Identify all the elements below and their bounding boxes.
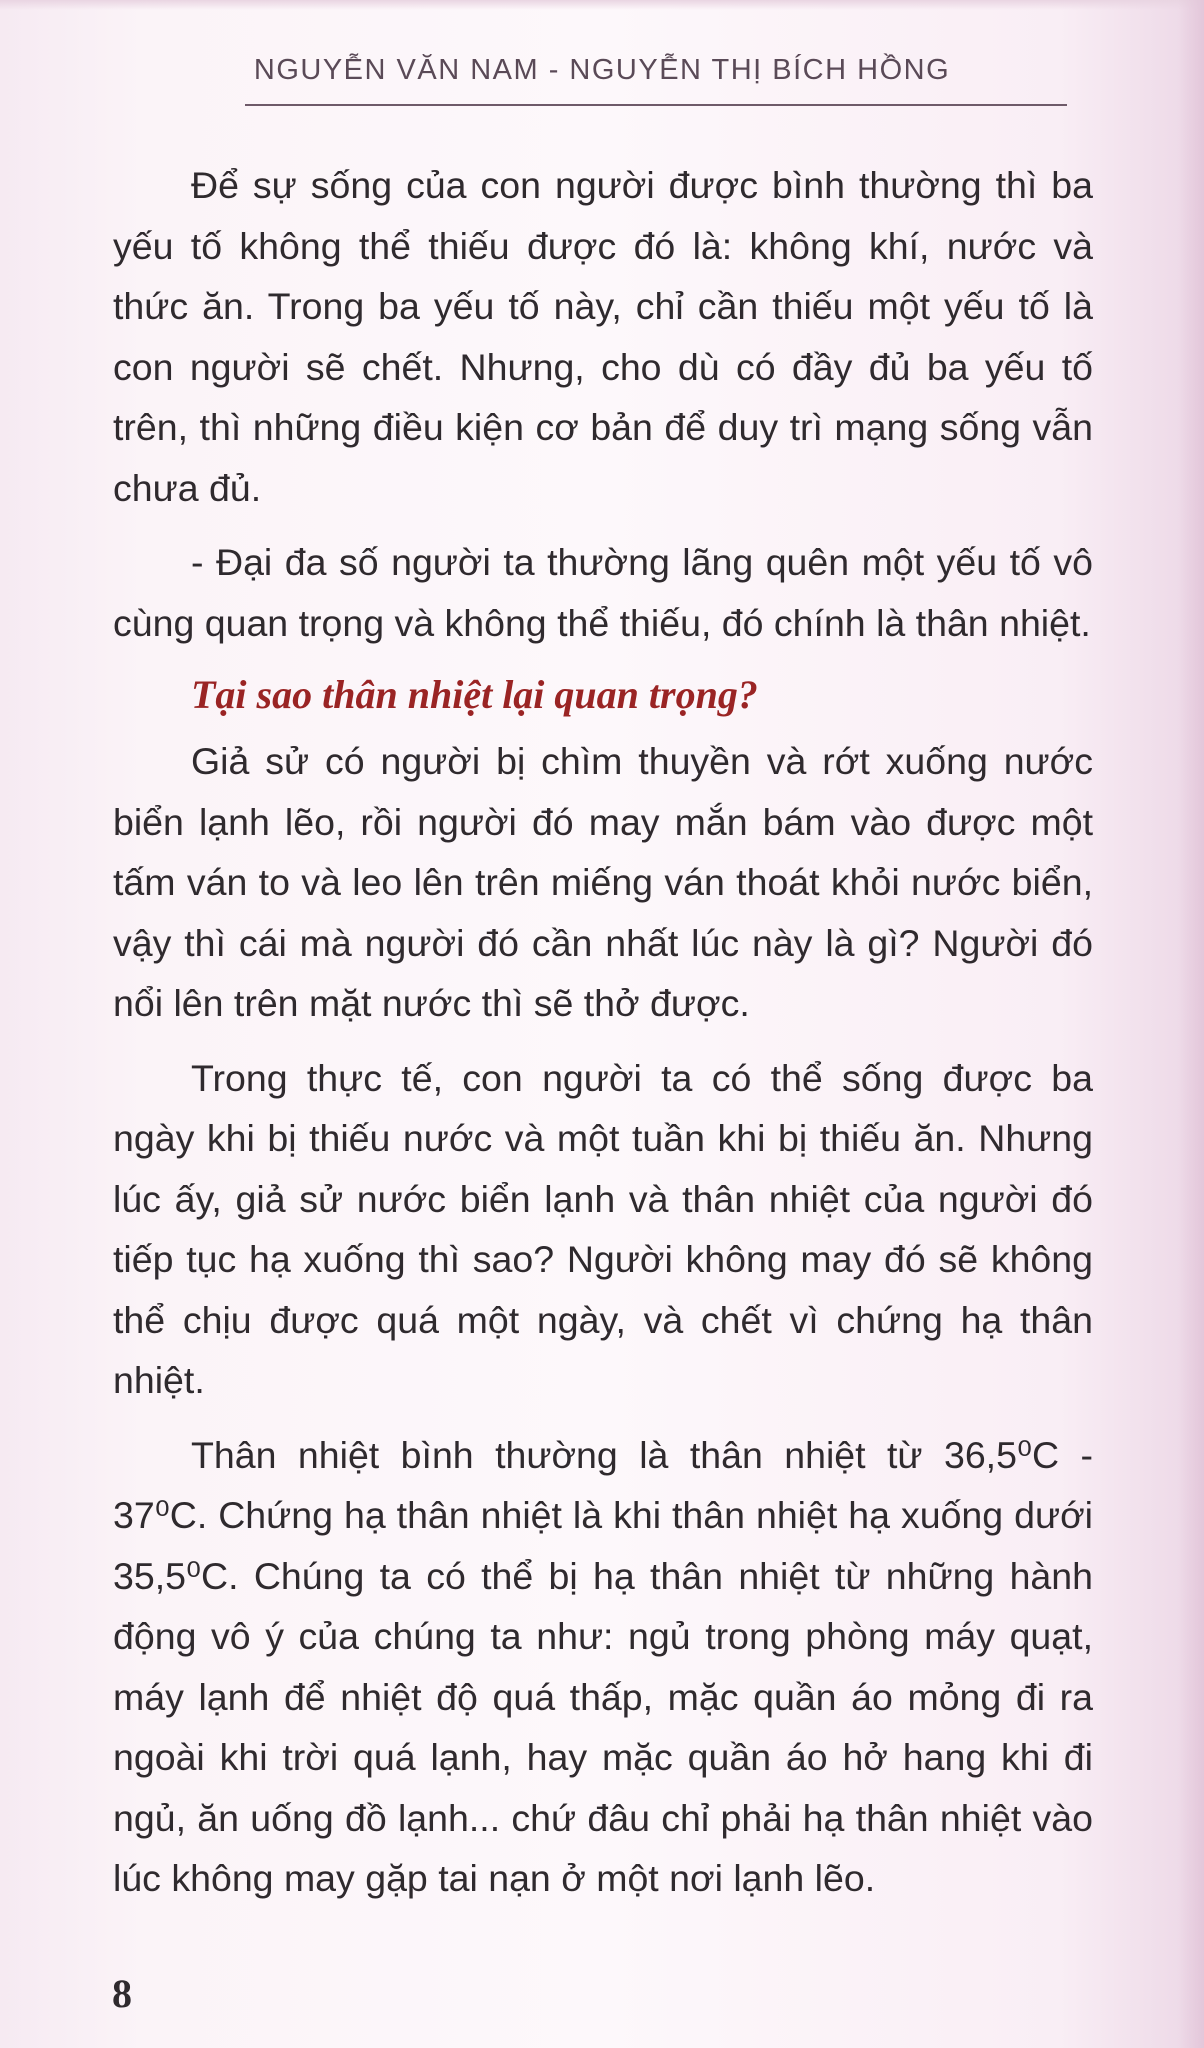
- paragraph: Giả sử có người bị chìm thuyền và rớt xuống nước biển lạnh lẽo, rồi người đó may mắn bám vào được một tấm ván to và leo lên trên miếng ván thoát khỏi nước biển, vậy thì cái mà người đó cần nhất lúc này là gì? Người đó nổi lên trên mặt nước thì sẽ thở được.: [113, 740, 1093, 1024]
- paragraph: - Đại đa số người ta thường lãng quên một yếu tố vô cùng quan trọng và không thể thiếu, đó chính là thân nhiệt.: [113, 541, 1093, 644]
- section-heading: Tại sao thân nhiệt lại quan trọng?: [191, 672, 758, 717]
- paragraph: Để sự sống của con người được bình thường thì ba yếu tố không thể thiếu được đó là: không khí, nước và thức ăn. Trong ba yếu tố này, chỉ cần thiếu một yếu tố là con người sẽ chết. Nhưng, cho dù có đầy đủ ba yếu tố trên, thì những điều kiện cơ bản để duy trì mạng sống vẫn chưa đủ.: [113, 164, 1093, 509]
- paragraph: Thân nhiệt bình thường là thân nhiệt từ 36,5⁰C - 37⁰C. Chứng hạ thân nhiệt là khi thân nhiệt hạ xuống dưới 35,5⁰C. Chúng ta có thể bị hạ thân nhiệt từ những hành động vô ý của chúng ta như: ngủ trong phòng máy quạt, máy lạnh để nhiệt độ quá thấp, mặc quần áo mỏng đi ra ngoài khi trời quá lạnh, hay mặc quần áo hở hang khi đi ngủ, ăn uống đồ lạnh... chứ đâu chỉ phải hạ thân nhiệt vào lúc không may gặp tai nạn ở một nơi lạnh lẽo.: [113, 1433, 1093, 1899]
- page-top-edge: [0, 0, 1204, 10]
- page-number: 8: [112, 1971, 132, 2016]
- page-body: [113, 155, 1093, 1909]
- paragraph: Trong thực tế, con người ta có thể sống được ba ngày khi bị thiếu nước và một tuần khi bị thiếu ăn. Nhưng lúc ấy, giả sử nước biển lạnh và thân nhiệt của người đó tiếp tục hạ xuống thì sao? Người không may đó sẽ không thể chịu được quá một ngày, và chết vì chứng hạ thân nhiệt.: [113, 1056, 1093, 1401]
- running-head: NGUYỄN VĂN NAM - NGUYỄN THỊ BÍCH HỒNG: [253, 54, 951, 86]
- page-gutter-shade: [1178, 0, 1204, 2048]
- header-rule: [245, 104, 1067, 106]
